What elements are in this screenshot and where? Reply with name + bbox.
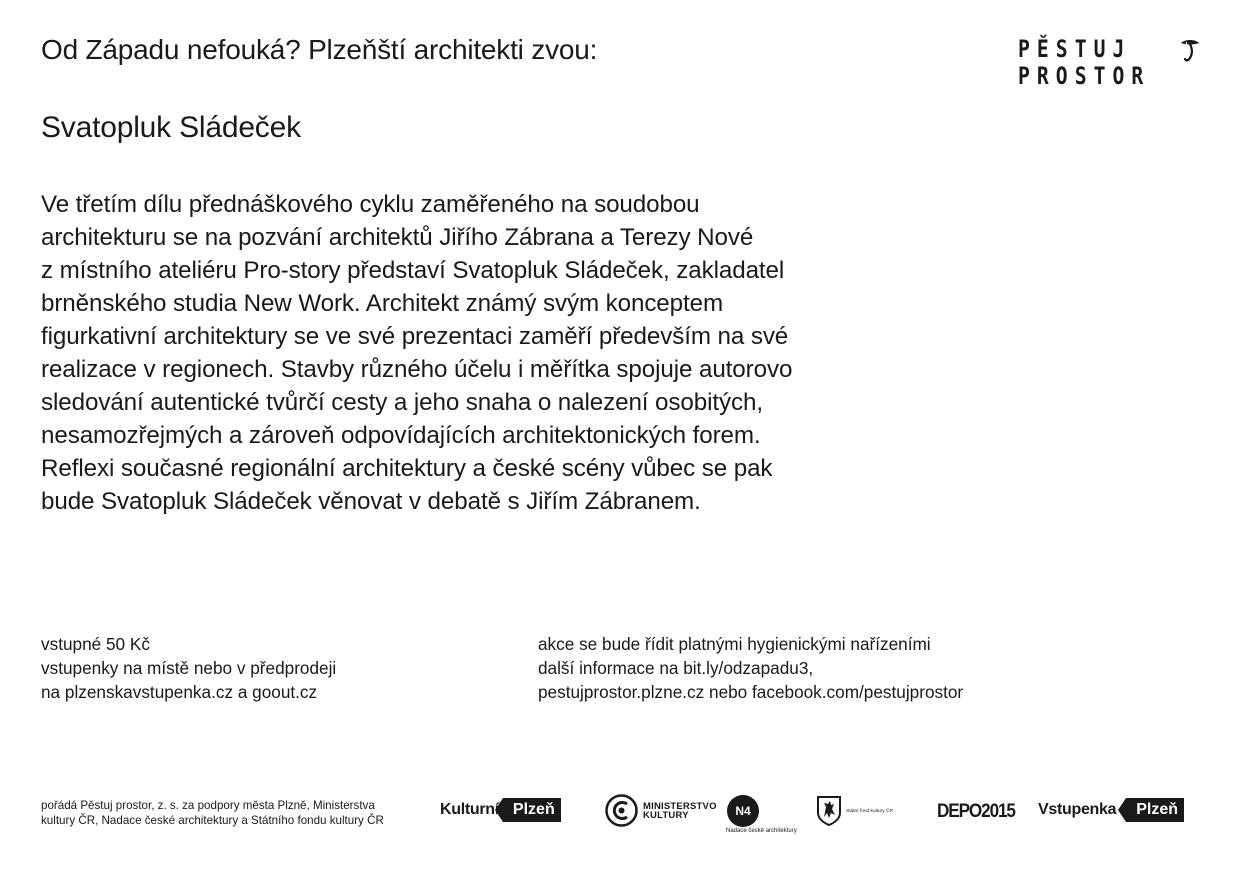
ticket-presale: vstupenky na místě nebo v předprodeji xyxy=(41,658,337,678)
description-line: architekturu se na pozvání architektů Jiřího Zábrana a Terezy Nové xyxy=(41,224,754,251)
event-headline: Od Západu nefouká? Plzeňští architekti zvou: xyxy=(41,34,598,65)
description-line: sledování autentické tvůrčí cesty a jeho snaha o nalezení osobitých, xyxy=(41,389,763,416)
ministry-emblem-icon xyxy=(605,794,638,827)
depo2015-logo: DEPO2015 xyxy=(937,801,1015,822)
statni-fond-kultury-logo xyxy=(816,795,893,827)
vstupenka-word: Vstupenka xyxy=(1038,801,1117,818)
ministry-label xyxy=(643,802,717,820)
kulturni-plzen-logo xyxy=(440,797,561,823)
description-line: bude Svatopluk Sládeček věnovat v debatě s Jiřím Zábranem. xyxy=(41,488,701,515)
description-line: Reflexi současné regionální architektury a české scény vůbec se pak xyxy=(41,455,773,482)
ministerstvo-kultury-logo xyxy=(605,794,717,827)
logo-line-2: PROSTOR xyxy=(1018,62,1151,90)
sfk-caption: Státní fond kultury ČR xyxy=(846,808,893,814)
vstupenka-tag: Plzeň xyxy=(1126,798,1184,822)
credits-line: kultury ČR, Nadace české architektury a Státního fondu kultury ČR xyxy=(41,814,384,827)
nca-caption: Nadace české architektury xyxy=(726,828,797,834)
nca-mark: N4 xyxy=(727,795,759,827)
description-line: realizace v regionech. Stavby různého účelu i měřítka spojuje autorovo xyxy=(41,356,793,383)
event-description xyxy=(41,188,911,518)
credits-line: pořádá Pěstuj prostor, z. s. za podpory města Plzně, Ministerstva xyxy=(41,799,375,812)
description-line: Ve třetím dílu přednáškového cyklu zaměřeného na soudobou xyxy=(41,191,700,218)
lion-crest-icon xyxy=(816,795,842,827)
web-links: pestujprostor.plzne.cz nebo facebook.com/pestujprostor xyxy=(538,682,964,702)
ticket-price: vstupné 50 Kč xyxy=(41,634,150,654)
ticket-info xyxy=(41,632,336,704)
nadace-ceske-architektury-logo xyxy=(726,795,800,834)
vstupenka-plzen-logo xyxy=(1038,798,1184,822)
description-line: figurkativní architektury se ve své prezentaci zaměří především na své xyxy=(41,323,789,350)
description-line: z místního ateliéru Pro-story představí Svatopluk Sládeček, zakladatel xyxy=(41,257,785,284)
ministry-line-1: MINISTERSTVO xyxy=(643,800,717,812)
organizer-credits xyxy=(41,798,384,828)
flower-icon xyxy=(1178,38,1202,64)
pestuj-prostor-logo xyxy=(1018,36,1202,94)
speaker-name: Svatopluk Sládeček xyxy=(41,111,301,144)
hygiene-note: akce se bude řídit platnými hygienickými nařízeními xyxy=(538,634,931,654)
ticket-websites: na plzenskavstupenka.cz a goout.cz xyxy=(41,682,318,702)
ministry-line-2: KULTURY xyxy=(643,809,689,821)
logo-line-1: PĚSTUJ xyxy=(1018,35,1132,63)
description-line: nesamozřejmých a zároveň odpovídajících architektonických forem. xyxy=(41,422,761,449)
kulturni-word: Kulturní xyxy=(440,801,499,818)
kulturni-tag: Plzeň xyxy=(503,798,561,822)
description-line: brněnského studia New Work. Architekt známý svým konceptem xyxy=(41,290,724,317)
more-info-link: další informace na bit.ly/odzapadu3, xyxy=(538,658,814,678)
event-notes xyxy=(538,632,963,704)
